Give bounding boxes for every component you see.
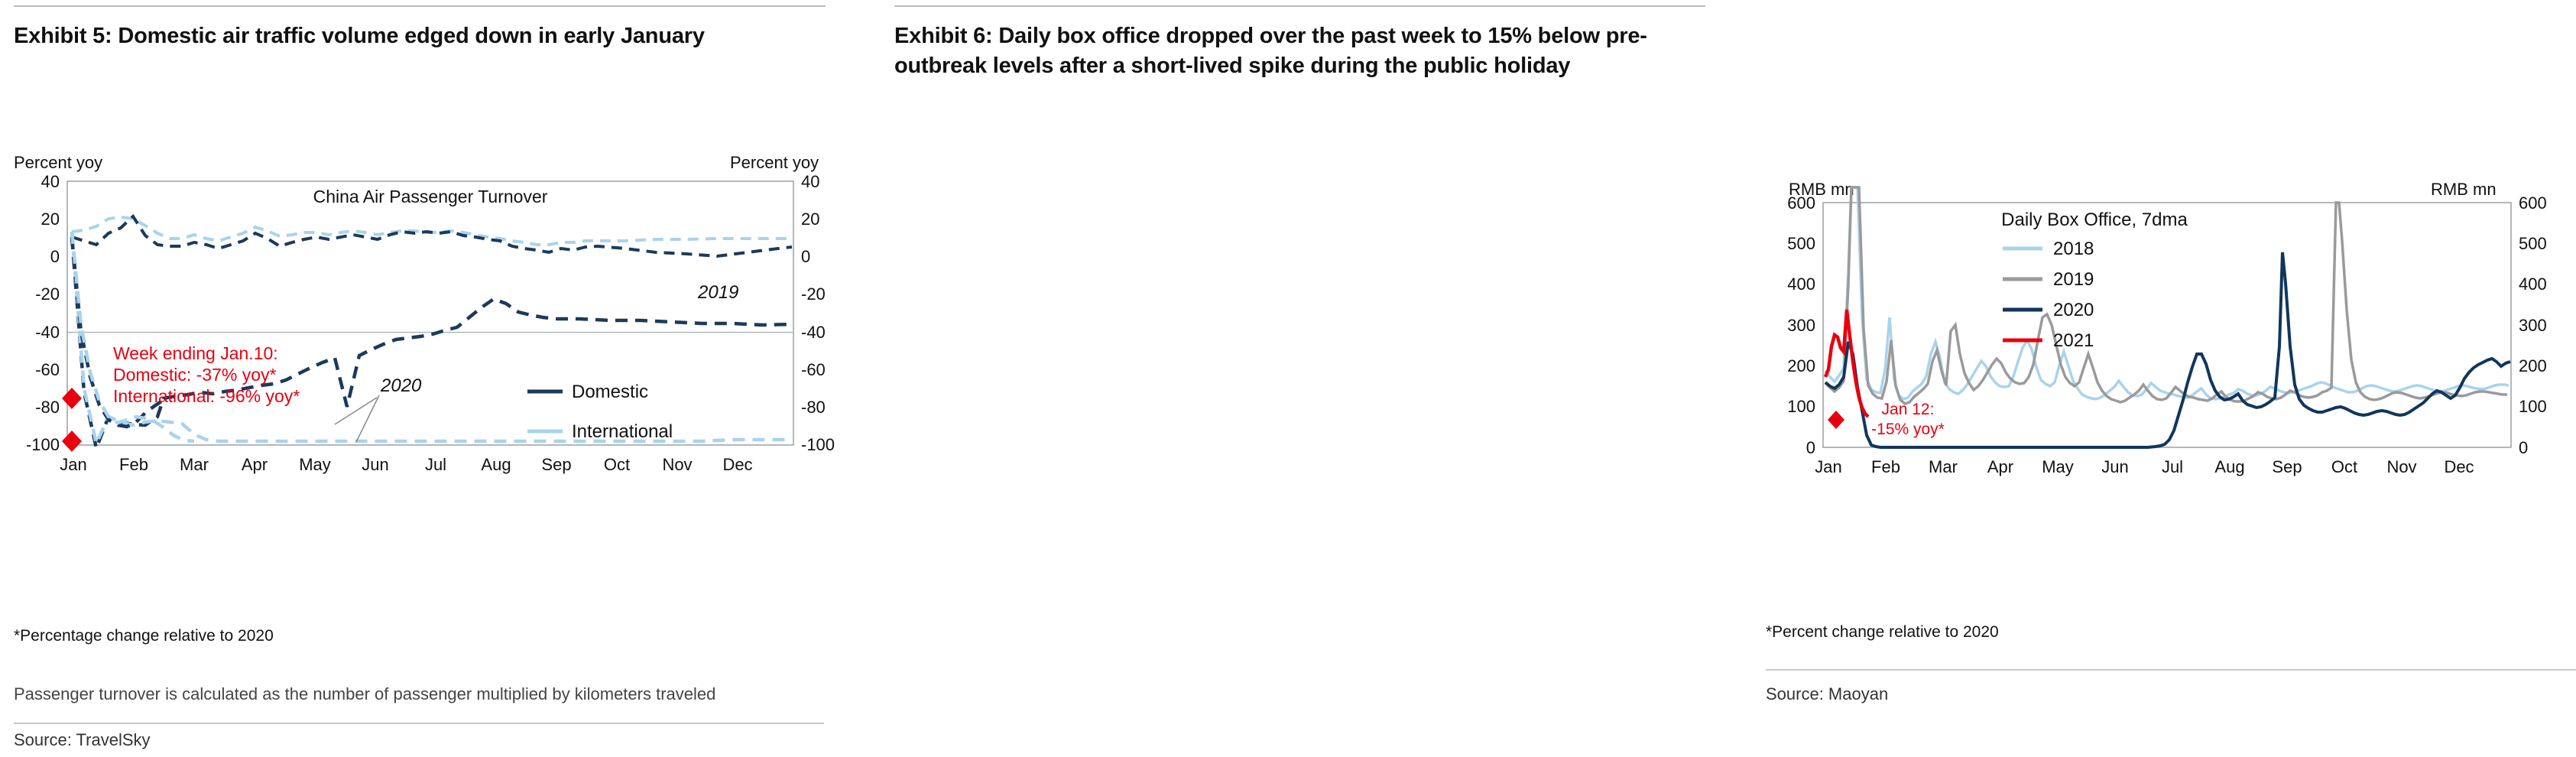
svg-text:600: 600: [1787, 193, 1815, 213]
svg-text:Oct: Oct: [2331, 457, 2358, 476]
right-chart-y-ticks-left: [1787, 193, 1815, 457]
left-chart-y-ticks-left: [26, 172, 60, 454]
svg-text:-20: -20: [35, 284, 60, 304]
right-source-divider: [1766, 669, 2576, 671]
svg-text:Oct: Oct: [603, 455, 631, 474]
svg-text:Apr: Apr: [1987, 457, 2014, 476]
svg-text:600: 600: [2519, 193, 2547, 213]
right-chart-y-ticks-right: [2519, 193, 2547, 457]
svg-text:Feb: Feb: [1871, 457, 1900, 476]
right-chart-source: Source: Maoyan: [1766, 684, 1889, 703]
annotation-line-2-right: -15% yoy*: [1871, 421, 1945, 438]
svg-text:500: 500: [2519, 234, 2547, 253]
svg-text:Dec: Dec: [722, 455, 753, 474]
svg-text:Aug: Aug: [2214, 457, 2245, 476]
svg-text:-40: -40: [35, 323, 60, 342]
svg-text:200: 200: [1787, 356, 1815, 375]
exhibit-5-title: Exhibit 5: Domestic air traffic volume edged down in early January: [14, 24, 705, 48]
label-2020: 2020: [381, 375, 422, 396]
left-chart-y-ticks-right: [801, 172, 835, 454]
left-chart-annotation: [113, 343, 300, 406]
right-chart-svg: [1766, 195, 2576, 493]
china-air-passenger-turnover-chart: [14, 172, 847, 493]
svg-text:300: 300: [1787, 316, 1815, 335]
left-chart-left-axis-unit: Percent yoy: [14, 153, 103, 172]
svg-text:Apr: Apr: [241, 455, 268, 474]
svg-text:0: 0: [50, 247, 60, 266]
svg-text:Jan: Jan: [60, 455, 87, 474]
svg-text:Nov: Nov: [662, 455, 693, 474]
left-chart-right-axis-unit: Percent yoy: [730, 153, 819, 172]
svg-text:Sep: Sep: [2272, 457, 2302, 476]
right-chart-footnote: *Percent change relative to 2020: [1766, 623, 1999, 641]
svg-text:-20: -20: [801, 284, 826, 304]
legend-label-2021: 2021: [2053, 330, 2094, 351]
svg-text:-100: -100: [801, 435, 835, 454]
right-chart-right-axis-unit: RMB mn: [2431, 180, 2497, 199]
svg-text:Feb: Feb: [119, 455, 148, 474]
svg-text:0: 0: [801, 247, 811, 266]
svg-text:500: 500: [1787, 234, 1815, 253]
svg-text:0: 0: [2519, 438, 2529, 457]
svg-text:300: 300: [2519, 316, 2547, 335]
svg-text:0: 0: [1805, 438, 1815, 457]
svg-text:-60: -60: [35, 360, 60, 379]
svg-text:Mar: Mar: [1929, 457, 1958, 476]
svg-text:Mar: Mar: [180, 455, 209, 474]
svg-text:May: May: [2042, 457, 2074, 476]
svg-text:Jul: Jul: [2161, 457, 2184, 476]
svg-text:-80: -80: [801, 398, 826, 417]
svg-text:-60: -60: [801, 360, 826, 379]
daily-box-office-chart: [1766, 195, 2576, 493]
svg-text:200: 200: [2519, 356, 2547, 375]
legend-label-2018: 2018: [2053, 239, 2094, 259]
right-chart-x-ticks: [1815, 457, 2474, 476]
svg-text:-100: -100: [25, 435, 60, 454]
legend-label-2020: 2020: [2053, 300, 2094, 320]
panel-top-divider: [14, 5, 826, 7]
svg-text:-40: -40: [801, 323, 826, 342]
legend-label-domestic: Domestic: [572, 382, 649, 402]
right-chart-inner-title: Daily Box Office, 7dma: [2001, 210, 2188, 230]
svg-text:20: 20: [41, 210, 60, 229]
svg-text:Jun: Jun: [362, 455, 389, 474]
left-chart-svg: [14, 172, 847, 493]
svg-text:Jan: Jan: [1815, 457, 1842, 476]
label-2019: 2019: [698, 282, 739, 303]
annotation-line-1-right: Jan 12:: [1881, 401, 1935, 418]
svg-text:400: 400: [2519, 275, 2547, 294]
svg-text:Aug: Aug: [481, 455, 511, 474]
svg-text:100: 100: [2519, 397, 2547, 416]
svg-text:40: 40: [801, 172, 820, 191]
left-source-divider: [14, 723, 824, 724]
svg-text:May: May: [299, 455, 331, 474]
exhibit-5-panel: [0, 0, 871, 757]
right-chart-left-axis-unit: RMB mn: [1789, 180, 1854, 199]
left-chart-inner-title: China Air Passenger Turnover: [313, 187, 548, 206]
svg-text:Dec: Dec: [2444, 457, 2474, 476]
panel-top-divider-right: [894, 5, 1705, 7]
svg-text:-80: -80: [35, 398, 60, 417]
svg-text:40: 40: [41, 172, 60, 191]
annotation-line-2: Domestic: -37% yoy*: [113, 365, 277, 385]
annotation-line-3: International: -96% yoy*: [113, 386, 300, 406]
exhibit-6-title: Exhibit 6: Daily box office dropped over the past week to 15% below pre-outbreak levels after a short-lived spike during the public holiday: [894, 24, 1647, 78]
left-chart-source: Source: TravelSky: [14, 730, 151, 749]
svg-text:Jul: Jul: [424, 455, 447, 474]
svg-text:20: 20: [801, 210, 820, 229]
svg-text:Sep: Sep: [541, 455, 572, 474]
left-chart-note: Passenger turnover is calculated as the number of passenger multiplied by kilometers traveled: [14, 684, 716, 703]
annotation-line-1: Week ending Jan.10:: [113, 343, 278, 363]
svg-text:Nov: Nov: [2386, 457, 2417, 476]
svg-text:400: 400: [1787, 275, 1815, 294]
svg-text:Jun: Jun: [2101, 457, 2129, 476]
legend-label-2019: 2019: [2053, 269, 2094, 290]
legend-label-international: International: [572, 421, 673, 442]
left-chart-footnote: *Percentage change relative to 2020: [14, 627, 274, 645]
exhibit-6-panel: [871, 0, 2547, 757]
left-chart-x-ticks: [60, 455, 752, 474]
svg-text:100: 100: [1787, 397, 1815, 416]
